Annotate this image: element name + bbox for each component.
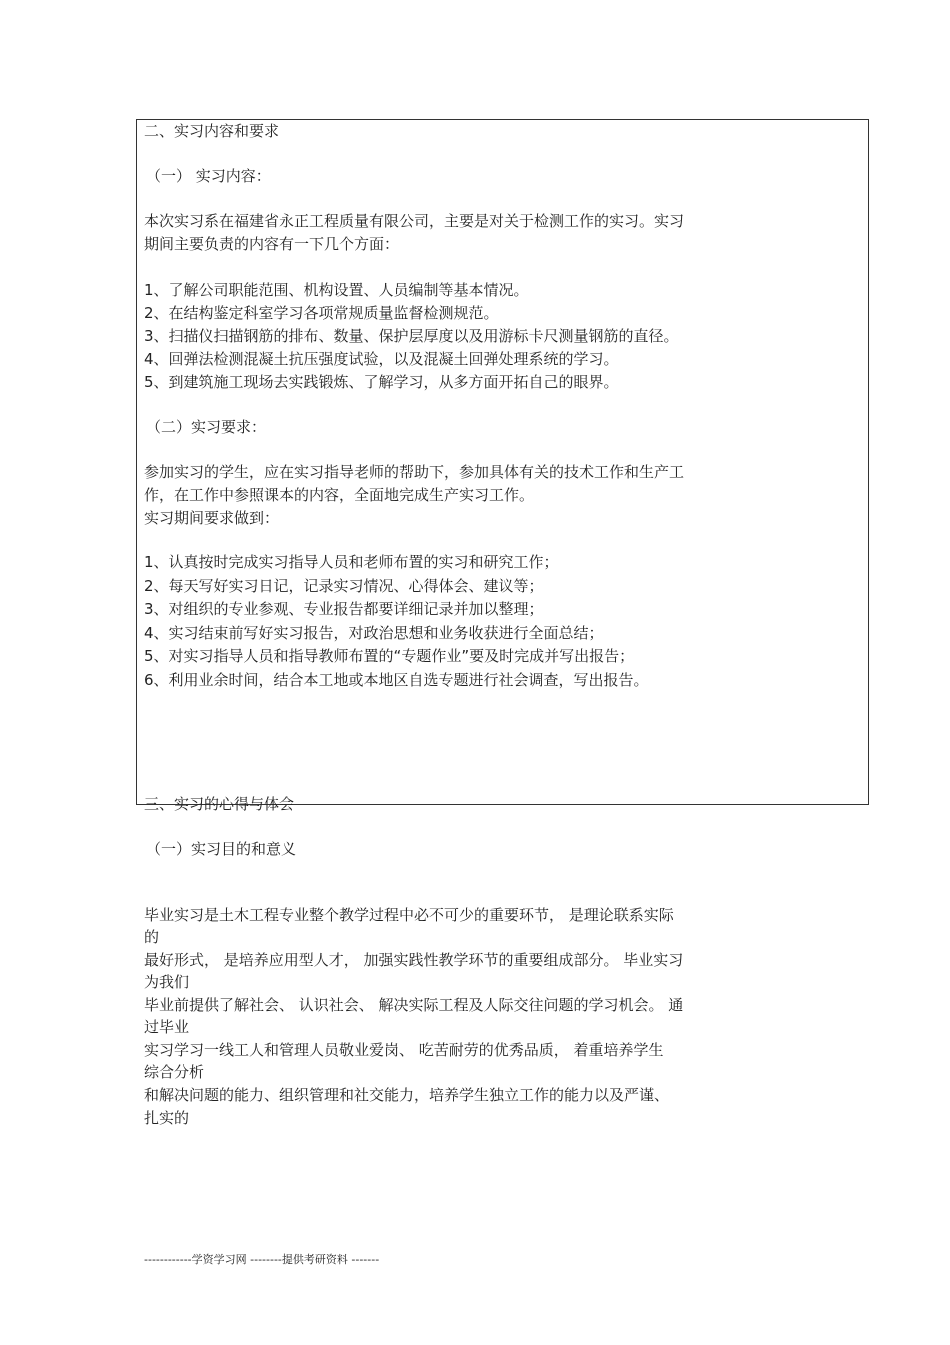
page-footer: ------------学资学习网 --------提供考研资料 ------- <box>144 1253 380 1266</box>
section-2-sub1-heading: （一） 实习内容： <box>146 167 271 185</box>
requirement-item-4: 4、实习结束前写好实习报告，对政治思想和业务收获进行全面总结； <box>144 624 604 642</box>
requirement-item-1: 1、认真按时完成实习指导人员和老师布置的实习和研究工作； <box>144 553 559 571</box>
paragraph-line-1: 毕业实习是土木工程专业整个教学过程中必不可少的重要环节， 是理论联系实际 <box>144 906 674 924</box>
content-item-4: 4、回弹法检测混凝土抗压强度试验，以及混凝土回弹处理系统的学习。 <box>144 350 619 368</box>
paragraph-line-10: 扎实的 <box>144 1109 190 1127</box>
content-item-1: 1、了解公司职能范围、机构设置、人员编制等基本情况。 <box>144 281 529 299</box>
section-2-sub2-heading: （二）实习要求： <box>146 418 267 436</box>
content-item-5: 5、到建筑施工现场去实践锻炼、了解学习，从多方面开拓自己的眼界。 <box>144 373 619 391</box>
paragraph-line-2: 的 <box>144 928 160 946</box>
section-2-heading: 二、实习内容和要求 <box>144 122 280 140</box>
intro-line-1: 本次实习系在福建省永正工程质量有限公司，主要是对关于检测工作的实习。实习 <box>144 212 685 230</box>
paragraph-line-6: 过毕业 <box>144 1018 190 1036</box>
section-3-sub1-heading: （一）实习目的和意义 <box>146 840 297 858</box>
content-item-3: 3、扫描仪扫描钢筋的排布、数量、保护层厚度以及用游标卡尺测量钢筋的直径。 <box>144 327 679 345</box>
paragraph-line-3: 最好形式， 是培养应用型人才， 加强实践性教学环节的重要组成部分。 毕业实习 <box>144 951 684 969</box>
paragraph-line-7: 实习学习一线工人和管理人员敬业爱岗、 吃苦耐劳的优秀品质， 着重培养学生 <box>144 1041 664 1059</box>
intro-line-2: 期间主要负责的内容有一下几个方面： <box>144 235 400 253</box>
paragraph-line-8: 综合分析 <box>144 1063 205 1081</box>
requirement-item-5: 5、对实习指导人员和指导教师布置的“专题作业”要及时完成并写出报告； <box>144 647 635 665</box>
content-item-2: 2、在结构鉴定科室学习各项常规质量监督检测规范。 <box>144 304 499 322</box>
requirement-intro-line-3: 实习期间要求做到： <box>144 509 280 527</box>
paragraph-line-4: 为我们 <box>144 973 190 991</box>
requirement-item-6: 6、利用业余时间，结合本工地或本地区自选专题进行社会调查，写出报告。 <box>144 671 649 689</box>
requirement-item-3: 3、对组织的专业参观、专业报告都要详细记录并加以整理； <box>144 600 544 618</box>
requirement-intro-line-1: 参加实习的学生，应在实习指导老师的帮助下，参加具体有关的技术工作和生产工 <box>144 463 685 481</box>
requirement-item-2: 2、每天写好实习日记，记录实习情况、心得体会、建议等； <box>144 577 544 595</box>
paragraph-line-5: 毕业前提供了解社会、 认识社会、 解决实际工程及人际交往问题的学习机会。 通 <box>144 996 684 1014</box>
requirement-intro-line-2: 作，在工作中参照课本的内容，全面地完成生产实习工作。 <box>144 486 535 504</box>
section-3-heading: 三、实习的心得与体会 <box>144 795 295 813</box>
paragraph-line-9: 和解决问题的能力、组织管理和社交能力，培养学生独立工作的能力以及严谨、 <box>144 1086 670 1104</box>
